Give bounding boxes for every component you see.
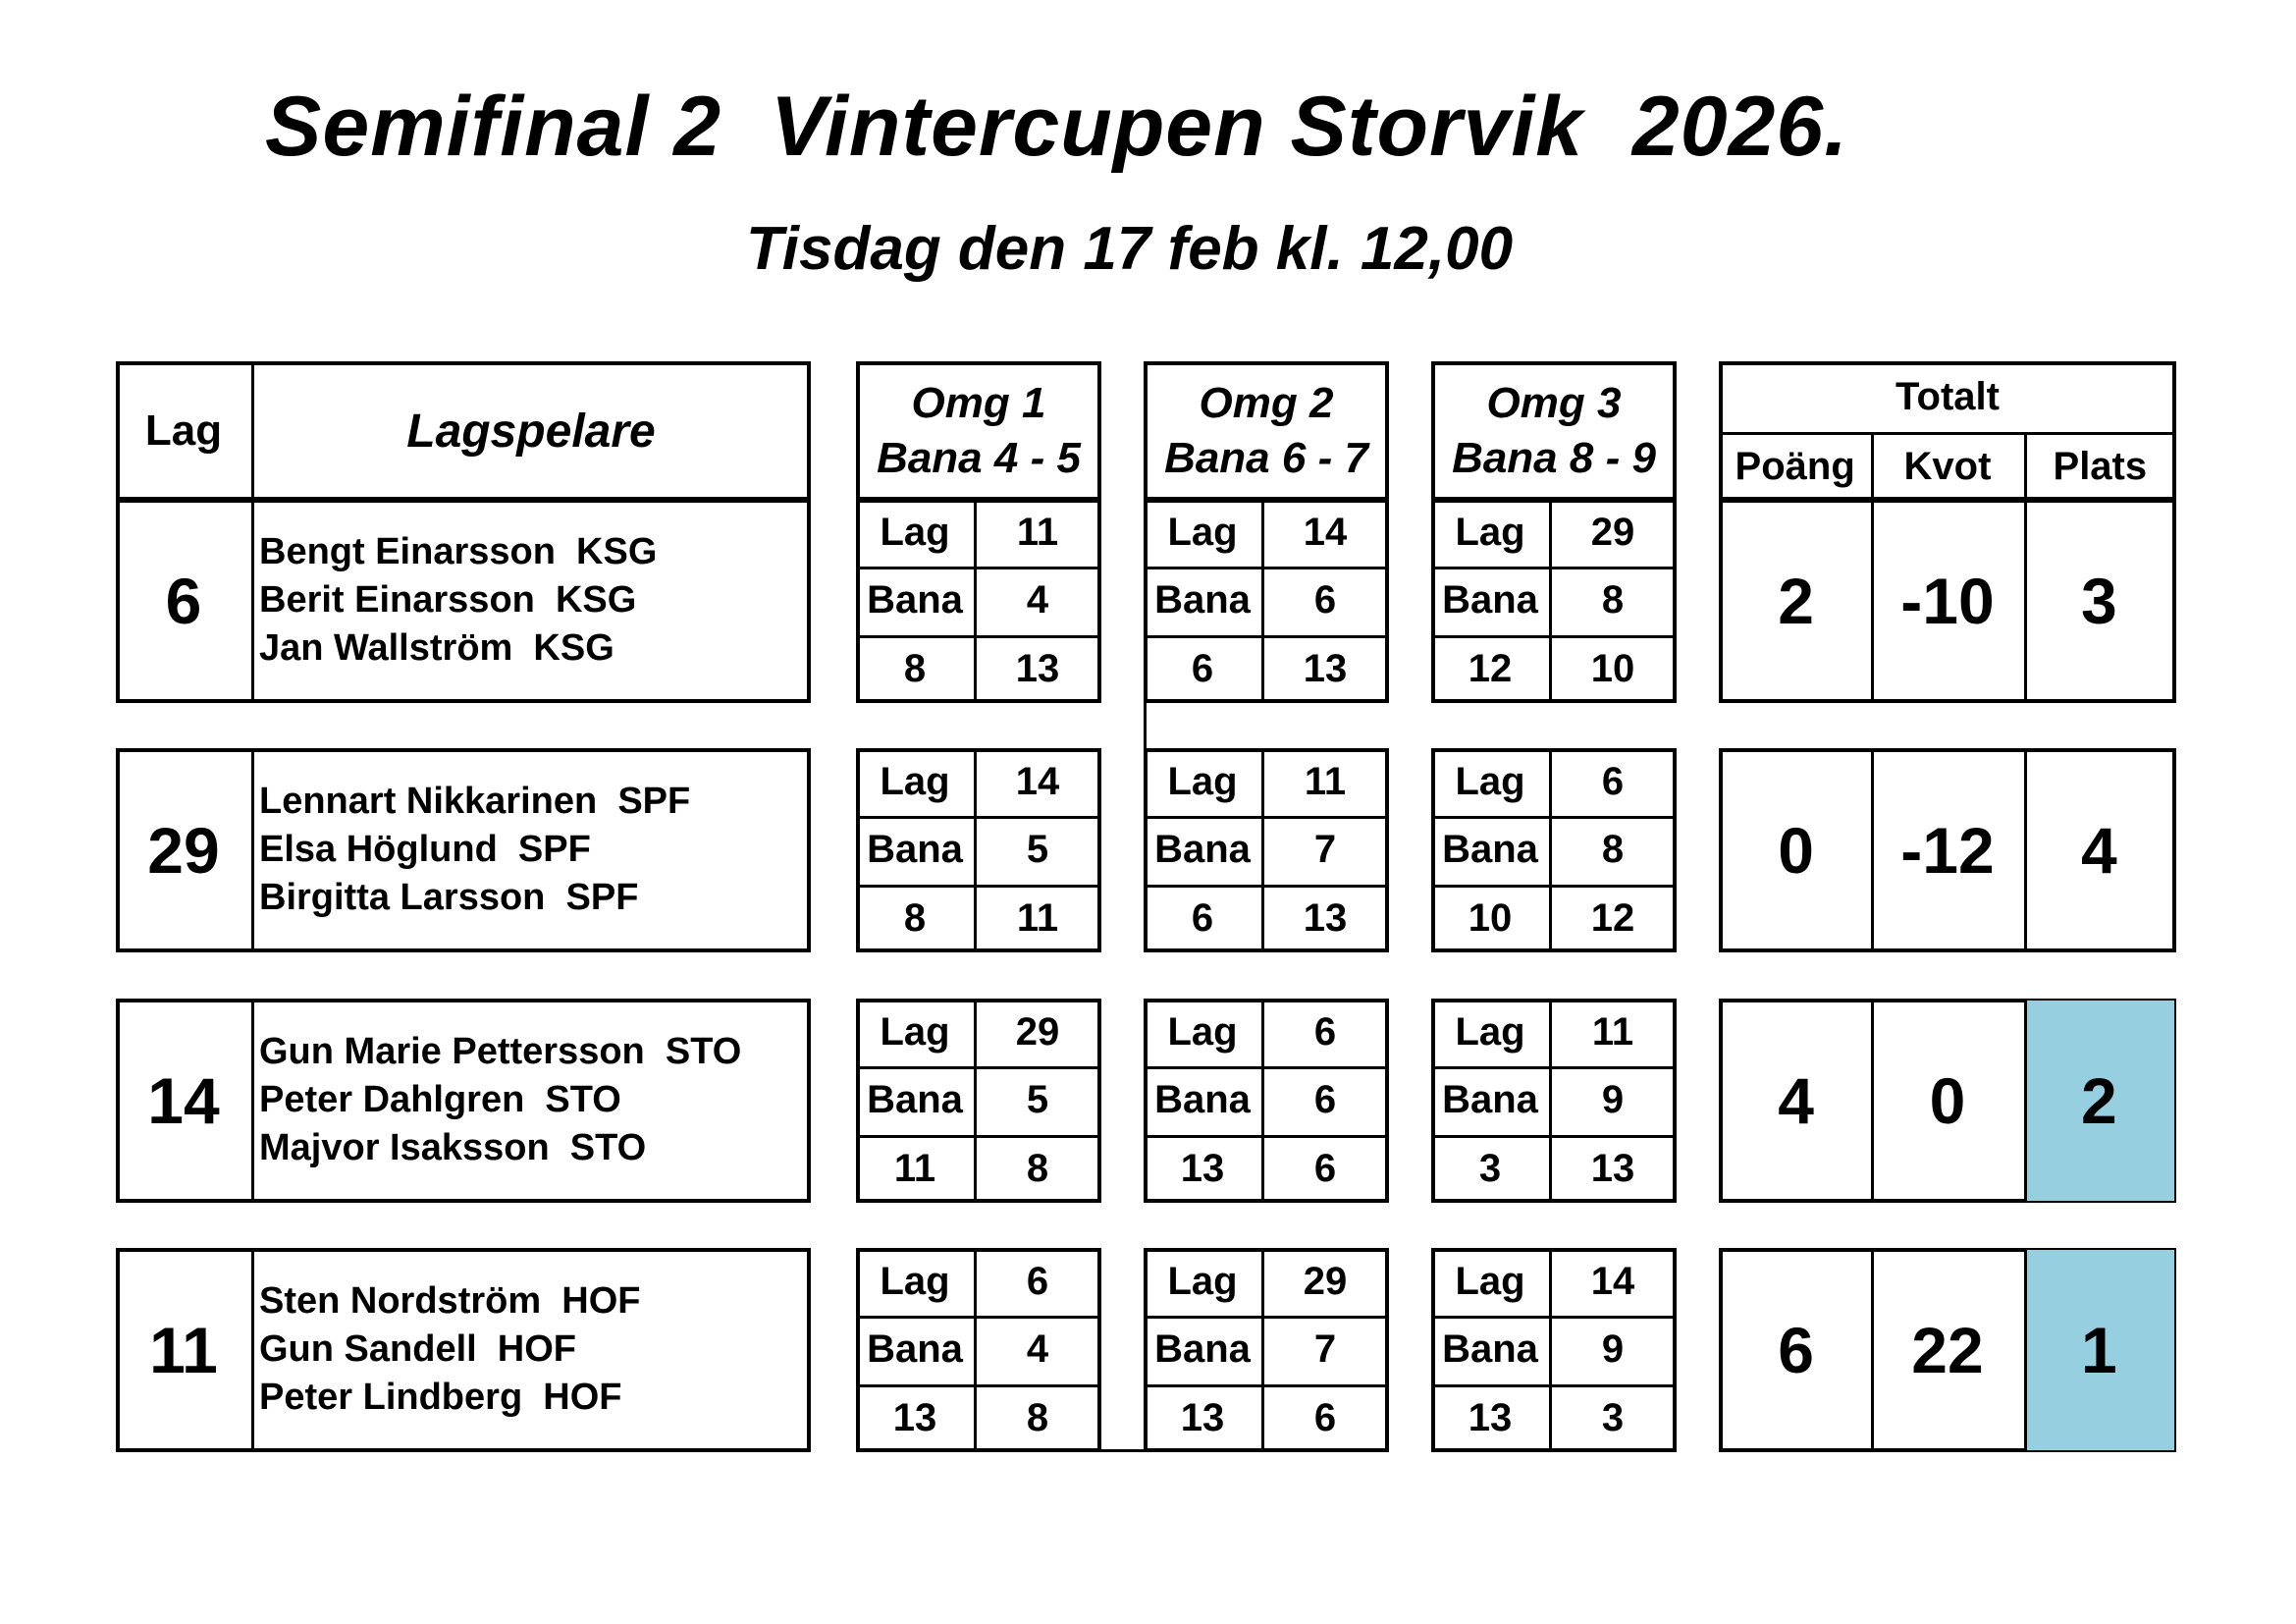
- total-kvot: 22: [1911, 1314, 1984, 1386]
- round-bana-label: Bana: [1442, 1327, 1538, 1372]
- round-own-score: 13: [1180, 1146, 1225, 1190]
- total-plats: 2: [2024, 1001, 2174, 1201]
- round-bana-value: 5: [1026, 828, 1049, 872]
- round-own-score: 13: [892, 1395, 937, 1439]
- round-bana-label: Bana: [867, 1327, 963, 1372]
- player-name: Gun Marie Pettersson STO: [259, 1031, 742, 1072]
- header-plats: Plats: [2053, 444, 2148, 488]
- round-opp-score: 13: [1303, 895, 1348, 940]
- round-opponent: 14: [1303, 511, 1348, 555]
- round-header-omg: Omg 1: [911, 379, 1046, 427]
- round-lag-label: Lag: [1455, 1260, 1525, 1304]
- totals-box-divider: [2024, 499, 2027, 703]
- round-opponent: 14: [1015, 760, 1060, 804]
- team-players: [259, 528, 657, 673]
- round-bana-label: Bana: [1154, 1327, 1251, 1372]
- round-bana-label: Bana: [1442, 1078, 1538, 1122]
- round-lag-label: Lag: [880, 1010, 950, 1055]
- team-number: 29: [147, 814, 220, 887]
- round-opponent: 11: [1016, 511, 1059, 555]
- team-number: 6: [165, 565, 202, 637]
- total-poang: 2: [1778, 565, 1815, 637]
- total-kvot: 0: [1929, 1064, 1966, 1137]
- round-own-score: 12: [1468, 646, 1513, 690]
- round-own-score: 8: [903, 895, 927, 940]
- round-opp-score: 10: [1590, 646, 1635, 690]
- round-lag-label: Lag: [1167, 1010, 1238, 1055]
- round-lag-label: Lag: [1455, 1010, 1525, 1055]
- player-name: Lennart Nikkarinen SPF: [259, 781, 691, 822]
- round-opp-score: 6: [1313, 1395, 1337, 1439]
- round-opp-score: 8: [1026, 1395, 1049, 1439]
- team-box-divider: [251, 748, 254, 952]
- team-number: 14: [147, 1064, 220, 1137]
- round-bana-label: Bana: [1442, 828, 1538, 872]
- round-own-score: 10: [1468, 895, 1513, 940]
- team-players: [259, 1028, 741, 1172]
- round-own-score: 3: [1478, 1146, 1502, 1190]
- player-name: Peter Dahlgren STO: [259, 1079, 621, 1120]
- round-lag-label: Lag: [1167, 511, 1238, 555]
- total-kvot: -12: [1900, 814, 1995, 887]
- round-opponent: 6: [1026, 1260, 1049, 1304]
- page-subtitle: Tisdag den 17 feb kl. 12,00: [746, 215, 1514, 283]
- round-own-score: 6: [1191, 646, 1214, 690]
- header-lag: Lag: [144, 406, 223, 455]
- total-poang: 6: [1778, 1314, 1815, 1386]
- round-bana-value: 9: [1601, 1327, 1625, 1372]
- round-bana-label: Bana: [1154, 828, 1251, 872]
- total-plats: 1: [2024, 1250, 2174, 1450]
- round-opp-score: 11: [1016, 895, 1059, 940]
- round-bana-label: Bana: [1154, 578, 1251, 623]
- round-opponent: 6: [1313, 1010, 1337, 1055]
- player-name: Gun Sandell HOF: [259, 1328, 577, 1370]
- round-bana-value: 5: [1026, 1078, 1049, 1122]
- round-header-1: [856, 361, 1101, 501]
- round-lag-label: Lag: [880, 760, 950, 804]
- round-bana-value: 6: [1313, 1078, 1337, 1122]
- round-bana-value: 7: [1313, 1327, 1337, 1372]
- round-header-2: [1144, 361, 1389, 501]
- total-plats: 4: [2080, 814, 2117, 887]
- totals-box-divider: [2024, 999, 2027, 1203]
- round-bana-value: 8: [1601, 828, 1625, 872]
- round-header-bana: Bana 6 - 7: [1164, 434, 1368, 482]
- round-opp-score: 13: [1590, 1146, 1635, 1190]
- team-players: [259, 1277, 640, 1422]
- round-bana-value: 8: [1601, 578, 1625, 623]
- round-opp-score: 13: [1015, 646, 1060, 690]
- round-bana-label: Bana: [1442, 578, 1538, 623]
- totals-box-divider: [1871, 499, 1874, 703]
- round-opponent: 11: [1591, 1010, 1634, 1055]
- player-name: Bengt Einarsson KSG: [259, 531, 658, 572]
- total-kvot: -10: [1900, 565, 1995, 637]
- round-bana-value: 4: [1026, 578, 1049, 623]
- player-name: Birgitta Larsson SPF: [259, 877, 639, 918]
- player-name: Sten Nordström HOF: [259, 1280, 641, 1322]
- round-bana-value: 4: [1026, 1327, 1049, 1372]
- connector-line: [1144, 703, 1147, 748]
- round-opp-score: 8: [1026, 1146, 1049, 1190]
- team-players: [259, 778, 690, 922]
- round-header-bana: Bana 4 - 5: [877, 434, 1081, 482]
- round-header-bana: Bana 8 - 9: [1452, 434, 1656, 482]
- round-header-3: [1431, 361, 1677, 501]
- totals-box-divider: [2024, 1248, 2027, 1452]
- round-opp-score: 12: [1590, 895, 1635, 940]
- team-box-divider: [251, 1248, 254, 1452]
- header-totalt: Totalt: [1896, 374, 2000, 418]
- round-bana-label: Bana: [867, 828, 963, 872]
- team-number: 11: [149, 1314, 218, 1386]
- page-title: Semifinal 2 Vintercupen Storvik 2026.: [265, 80, 1849, 174]
- round-opponent: 11: [1304, 760, 1347, 804]
- round-lag-label: Lag: [1455, 760, 1525, 804]
- totals-box-divider: [1871, 999, 1874, 1203]
- round-bana-value: 9: [1601, 1078, 1625, 1122]
- round-bana-label: Bana: [867, 578, 963, 623]
- totals-box-divider: [1871, 748, 1874, 952]
- round-bana-value: 6: [1313, 578, 1337, 623]
- player-name: Elsa Höglund SPF: [259, 829, 591, 870]
- round-opponent: 29: [1303, 1260, 1348, 1304]
- round-opp-score: 6: [1313, 1146, 1337, 1190]
- round-lag-label: Lag: [1167, 1260, 1238, 1304]
- totals-box-divider: [1871, 1248, 1874, 1452]
- round-own-score: 11: [893, 1146, 936, 1190]
- round-lag-label: Lag: [880, 1260, 950, 1304]
- round-bana-label: Bana: [1154, 1078, 1251, 1122]
- team-box-divider: [251, 499, 254, 703]
- player-name: Berit Einarsson KSG: [259, 579, 637, 621]
- round-opponent: 29: [1590, 511, 1635, 555]
- round-lag-label: Lag: [1455, 511, 1525, 555]
- player-name: Jan Wallström KSG: [259, 627, 614, 669]
- round-lag-label: Lag: [880, 511, 950, 555]
- round-own-score: 6: [1191, 895, 1214, 940]
- header-lagspelare: Lagspelare: [406, 405, 656, 458]
- header-kvot: Kvot: [1903, 444, 1992, 488]
- player-name: Majvor Isaksson STO: [259, 1127, 647, 1168]
- round-lag-label: Lag: [1167, 760, 1238, 804]
- round-opp-score: 13: [1303, 646, 1348, 690]
- round-header-omg: Omg 3: [1486, 379, 1622, 427]
- round-own-score: 13: [1180, 1395, 1225, 1439]
- round-opponent: 6: [1601, 760, 1625, 804]
- round-own-score: 8: [903, 646, 927, 690]
- round-header-omg: Omg 2: [1199, 379, 1334, 427]
- total-poang: 0: [1778, 814, 1815, 887]
- totals-box-divider: [2024, 748, 2027, 952]
- team-box-divider: [251, 999, 254, 1203]
- round-opp-score: 3: [1601, 1395, 1625, 1439]
- round-own-score: 13: [1468, 1395, 1513, 1439]
- round-bana-label: Bana: [867, 1078, 963, 1122]
- header-poang: Poäng: [1735, 444, 1855, 488]
- total-plats: 3: [2080, 565, 2117, 637]
- round-opponent: 14: [1590, 1260, 1635, 1304]
- total-poang: 4: [1778, 1064, 1815, 1137]
- round-bana-value: 7: [1313, 828, 1337, 872]
- player-name: Peter Lindberg HOF: [259, 1377, 622, 1418]
- round-opponent: 29: [1015, 1010, 1060, 1055]
- connector-line: [1097, 1449, 1147, 1452]
